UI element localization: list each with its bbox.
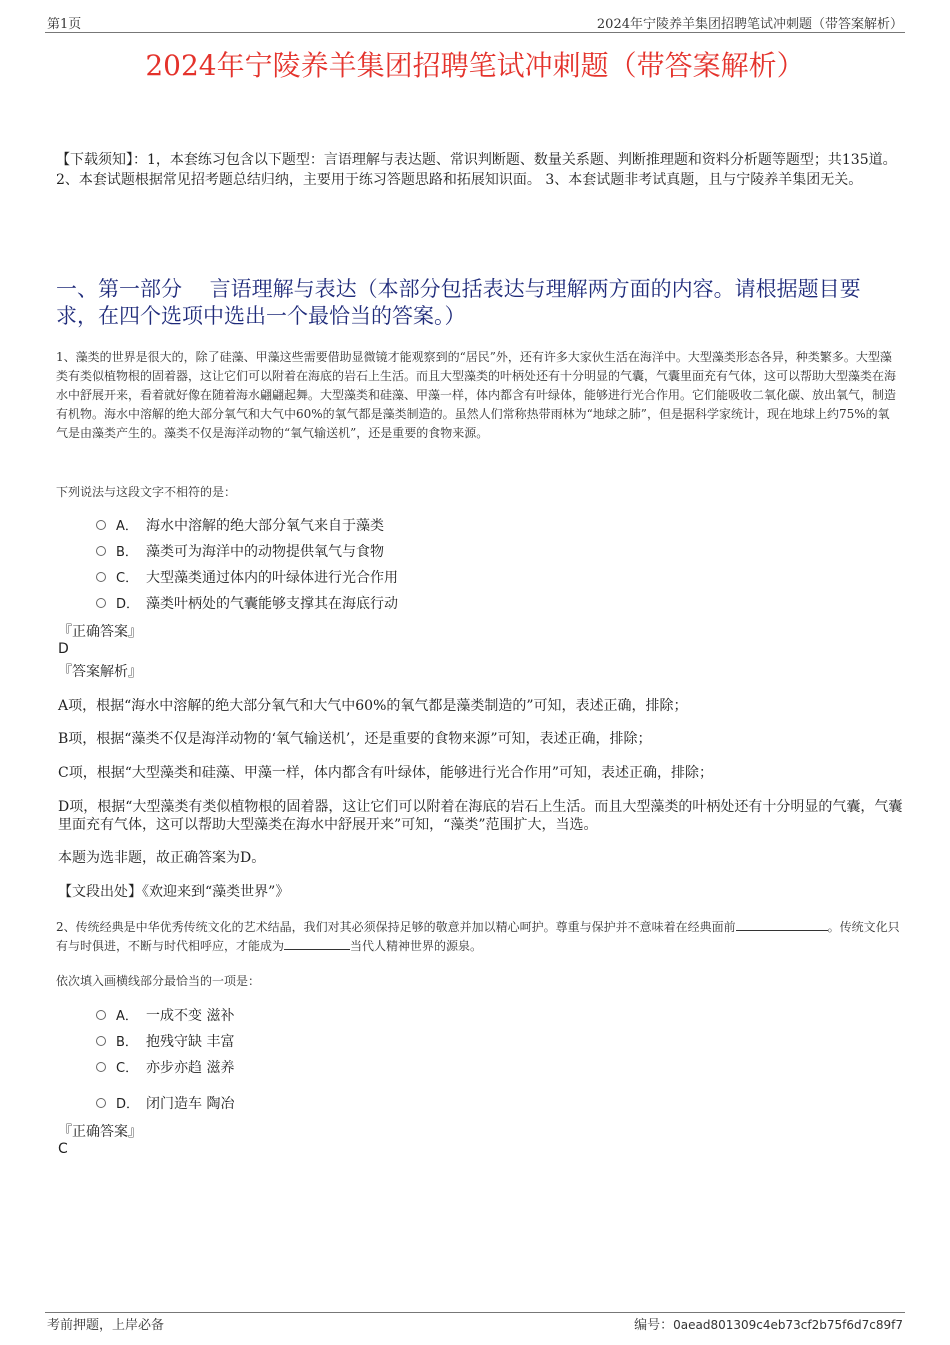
passage-source: 【文段出处】《欢迎来到“藻类世界”》 (58, 884, 290, 900)
radio-button-icon[interactable] (96, 1036, 106, 1046)
question-2-option-a[interactable]: A． 一成不变 滋补 (96, 1006, 234, 1026)
download-notice: 【下载须知】：1，本套练习包含以下题型：言语理解与表达题、常识判断题、数量关系题、判断推理题和资料分析题等题型；共135道。 2、本套试题根据常见招考题总结归纳，主要用于练习答题思路和拓展知识面。 3、本套试题非考试真题，且与宁陵养羊集团无关。 (56, 152, 897, 188)
radio-button-icon[interactable] (96, 520, 106, 530)
question-2-prompt: 依次填入画横线部分最恰当的一项是： (56, 974, 261, 988)
document-title: 2024年宁陵养羊集团招聘笔试冲刺题（带答案解析） (145, 49, 805, 82)
header-doc-title: 2024年宁陵养羊集团招聘笔试冲刺题（带答案解析） (596, 17, 903, 32)
radio-button-icon[interactable] (96, 546, 106, 556)
question-1-answer-label: 『正确答案』 (58, 624, 142, 640)
question-2-option-b[interactable]: B． 抱残守缺 丰富 (96, 1032, 234, 1052)
footer-divider (45, 1312, 905, 1313)
radio-button-icon[interactable] (96, 1062, 106, 1072)
radio-button-icon[interactable] (96, 572, 106, 582)
question-2-option-c[interactable]: C． 亦步亦趋 滋养 (96, 1058, 234, 1078)
question-1-option-a[interactable]: A． 海水中溶解的绝大部分氧气来自于藻类 (96, 516, 384, 536)
radio-button-icon[interactable] (96, 1098, 106, 1108)
question-2-passage: 2、传统经典是中华优秀传统文化的艺术结晶，我们对其必须保持足够的敬意并加以精心呵护。尊重与保护并不意味着在经典面前 。传统文化只有与时俱进，不断与时代相呼应，才能成为 当代人精神世界的源泉。 (56, 920, 900, 953)
footer-slogan: 考前押题，上岸必备 (47, 1318, 165, 1333)
analysis-line-a: A项，根据“海水中溶解的绝大部分氧气和大气中60%的氧气都是藻类制造的”可知，表述正确，排除； (58, 698, 688, 714)
question-2-answer-label: 『正确答案』 (58, 1124, 142, 1140)
header-divider (45, 32, 905, 33)
question-1-option-b[interactable]: B． 藻类可为海洋中的动物提供氧气与食物 (96, 542, 384, 562)
analysis-conclusion: 本题为选非题，故正确答案为D。 (58, 850, 266, 866)
radio-button-icon[interactable] (96, 1010, 106, 1020)
question-2-answer: C (58, 1141, 68, 1157)
section-heading: 一、第一部分 言语理解与表达（本部分包括表达与理解两方面的内容。请根据题目要求，在四个选项中选出一个最恰当的答案。） (56, 277, 861, 328)
question-1-option-c[interactable]: C． 大型藻类通过体内的叶绿体进行光合作用 (96, 568, 398, 588)
fill-blank-1 (736, 918, 828, 931)
analysis-line-d: D项，根据“大型藻类有类似植物根的固着器，这让它们可以附着在海底的岩石上生活。而且大型藻类的叶柄处还有十分明显的气囊，气囊里面充有气体，这可以帮助大型藻类在海水中舒展开来”可知，“藻类”范围扩大，当选。 (58, 799, 903, 833)
question-1-answer: D (58, 641, 69, 657)
radio-button-icon[interactable] (96, 598, 106, 608)
page-number: 第1页 (47, 17, 82, 32)
fill-blank-2 (284, 937, 350, 950)
analysis-line-c: C项，根据“大型藻类和硅藻、甲藻一样，体内都含有叶绿体，能够进行光合作用”可知，表述正确，排除； (58, 765, 714, 781)
question-2-option-d[interactable]: D． 闭门造车 陶冶 (96, 1094, 234, 1114)
question-1-analysis-label: 『答案解析』 (58, 664, 142, 680)
question-1-option-d[interactable]: D． 藻类叶柄处的气囊能够支撑其在海底行动 (96, 594, 398, 614)
question-1-prompt: 下列说法与这段文字不相符的是： (56, 485, 237, 499)
analysis-line-b: B项，根据“藻类不仅是海洋动物的‘氧气输送机’，还是重要的食物来源”可知，表述正确，排除； (58, 731, 652, 747)
footer-document-code: 编号：0aead801309c4eb73cf2b75f6d7c89f7 (634, 1318, 903, 1333)
question-1-passage: 1、藻类的世界是很大的，除了硅藻、甲藻这些需要借助显微镜才能观察到的“居民”外，还有许多大家伙生活在海洋中。大型藻类形态各异，种类繁多。大型藻类有类似植物根的固着器，这让它们可以附着在海底的岩石上生活。而且大型藻类的叶柄处还有十分明显的气囊，气囊里面充有气体，这可以帮助大型藻类在海水中舒展开来，看着就好像在随着海水翩翩起舞。大型藻类和硅藻、甲藻一样，体内都含有叶绿体，能够进行光合作用。它们能吸收二氧化碳、放出氧气，制造有机物。海水中溶解的绝大部分氧气和大气中60%的氧气都是藻类制造的。虽然人们常称热带雨林为“地球之肺”，但是据科学家统计，现在地球上约75%的氧气是由藻类产生的。藻类不仅是海洋动物的“氧气输送机”，还是重要的食物来源。 (56, 350, 897, 440)
